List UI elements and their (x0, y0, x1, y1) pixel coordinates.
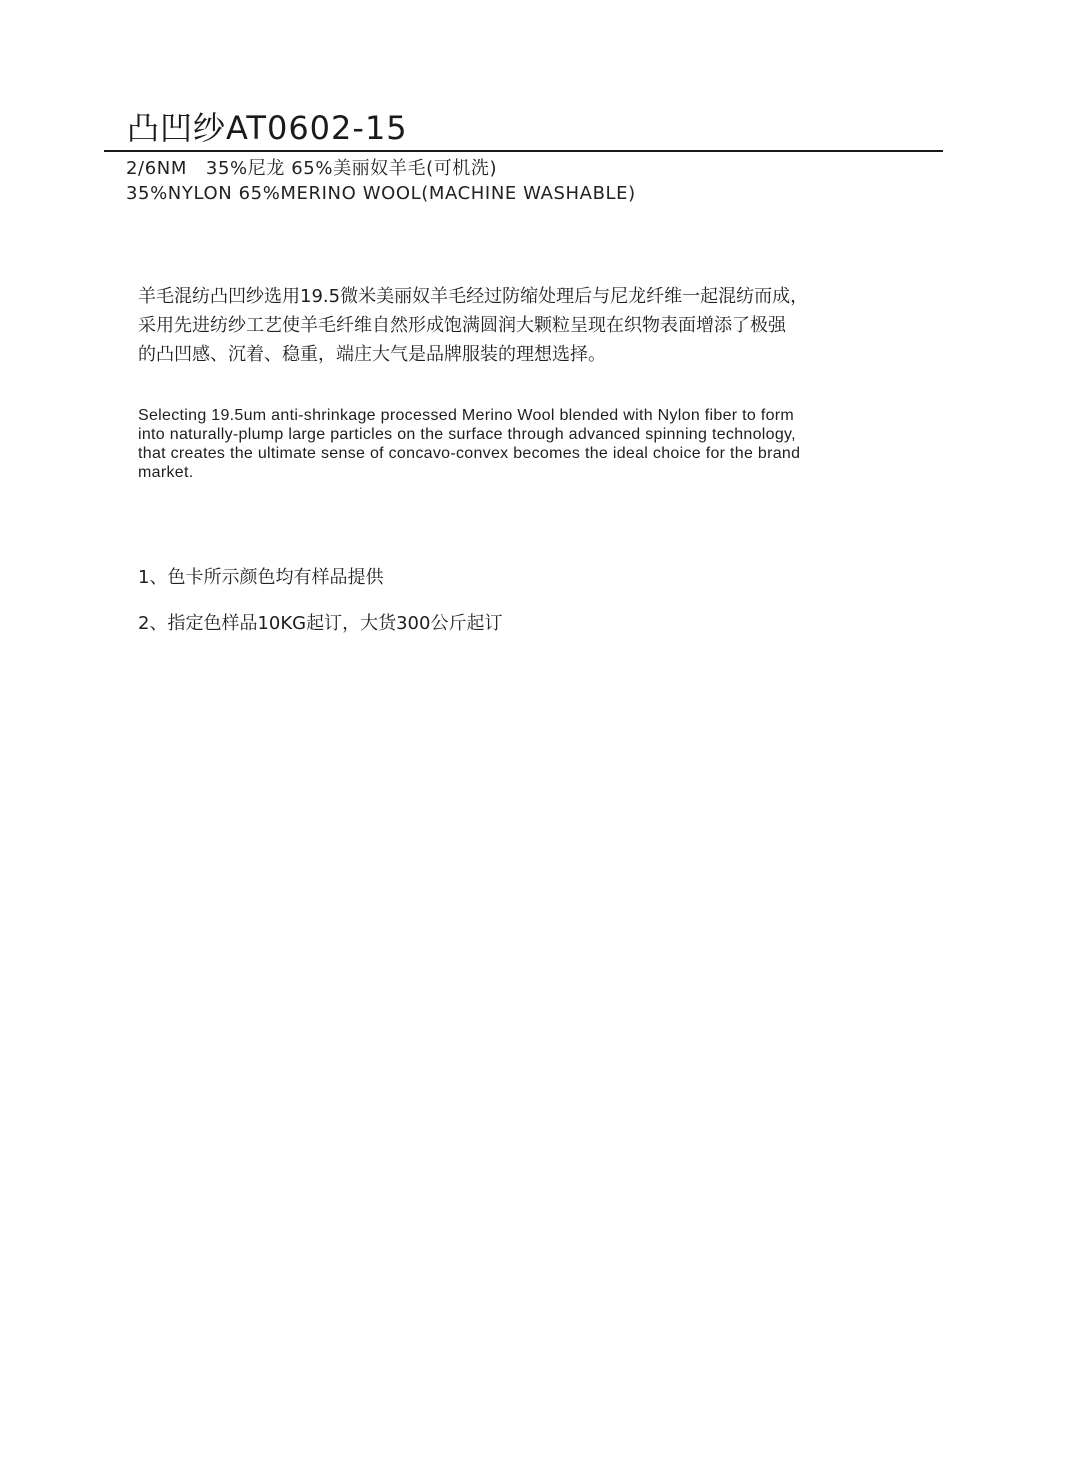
description-en-line: Selecting 19.5um anti-shrinkage processed Merino Wool blended with Nylon fiber to form (138, 407, 795, 424)
page-title: 凸凹纱AT0602-15 (127, 109, 408, 147)
description-en-line: that creates the ultimate sense of concavo-convex becomes the ideal choice for the brand (138, 445, 801, 462)
description-en-line: market. (138, 464, 194, 481)
description-en-line: into naturally-plump large particles on the surface through advanced spinning technology, (138, 426, 796, 443)
spec-en: 35%NYLON 65%MERINO WOOL(MACHINE WASHABLE) (126, 183, 636, 204)
description-cn-line: 的凸凹感、沉着、稳重，端庄大气是品牌服装的理想选择。 (138, 344, 606, 365)
notes-list (138, 565, 502, 637)
description-cn-line: 羊毛混纺凸凹纱选用19.5微米美丽奴羊毛经过防缩处理后与尼龙纤维一起混纺而成， (138, 286, 809, 307)
note-item: 1、色卡所示颜色均有样品提供 (138, 567, 384, 588)
description-cn-line: 采用先进纺纱工艺使羊毛纤维自然形成饱满圆润大颗粒呈现在织物表面增添了极强 (138, 315, 786, 336)
description-cn (138, 282, 898, 369)
note-item: 2、指定色样品10KG起订，大货300公斤起订 (138, 613, 503, 634)
spec-cn: 2/6NM 35%尼龙 65%美丽奴羊毛(可机洗) (126, 158, 498, 179)
description-en (138, 406, 898, 482)
title-divider (104, 150, 943, 152)
